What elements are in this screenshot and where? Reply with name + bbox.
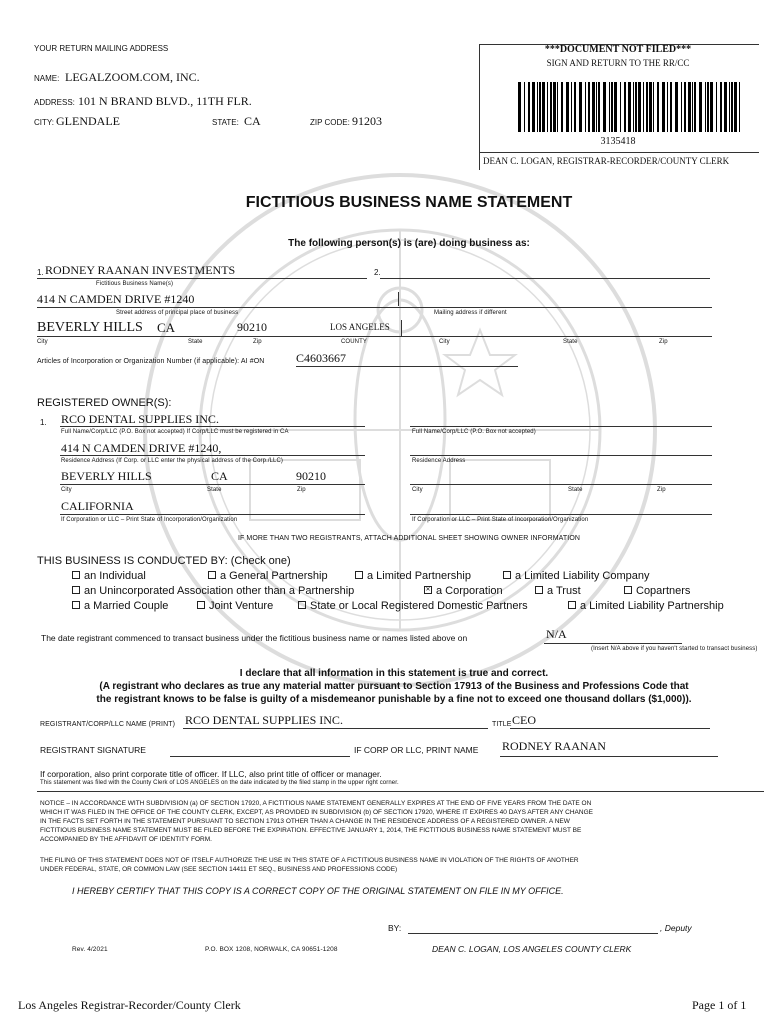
barcode-bar <box>684 82 686 132</box>
barcode-bar <box>699 82 702 132</box>
conducted-option[interactable] <box>72 600 168 612</box>
barcode-bar <box>716 82 717 132</box>
barcode-bar <box>638 82 641 132</box>
barcode-bar <box>694 82 696 132</box>
business-state: CA <box>157 320 176 335</box>
expiration-notice <box>40 799 593 844</box>
notice1-line: NOTICE – IN ACCORDANCE WITH SUBDIVISION (a) OF SECTION 17920, A FICTITIOUS NAME STATEMENT GENERALLY EXPIRES AT THE END OF FIVE YEARS FROM THE DATE ON <box>40 800 592 807</box>
owner-address: 414 N CAMDEN DRIVE #1240, <box>61 441 222 455</box>
barcode-bar <box>542 82 545 132</box>
barcode-bar <box>557 82 558 132</box>
zip-caption: Zip <box>253 339 262 345</box>
notice1-line: ACCOMPANIED BY THE AFFIDAVIT OF IDENTITY FORM. <box>40 836 212 843</box>
conducted-option[interactable] <box>72 570 146 582</box>
checkbox-icon[interactable] <box>72 601 80 609</box>
conducted-option-label: a Limited Liability Partnership <box>580 600 724 612</box>
barcode-bar <box>574 82 576 132</box>
barcode-bar <box>710 82 713 132</box>
state-caption: State <box>188 339 203 345</box>
barcode-bar <box>739 82 740 132</box>
business-street: 414 N CAMDEN DRIVE #1240 <box>37 292 195 306</box>
owner-city-caption: City <box>61 487 72 493</box>
barcode-bar <box>670 82 672 132</box>
zip-caption-2: Zip <box>659 339 668 345</box>
barcode-bar <box>643 82 644 132</box>
barcode-bar <box>657 82 659 132</box>
conducted-option-label: a Corporation <box>436 585 503 597</box>
barcode-bar <box>692 82 693 132</box>
registrant-name-value[interactable]: RCO DENTAL SUPPLIES INC. <box>185 713 343 727</box>
conducted-option[interactable] <box>197 600 273 612</box>
notice2-line: THE FILING OF THIS STATEMENT DOES NOT OF ITSELF AUTHORIZE THE USE IN THIS STATE OF A FICTITIOUS BUSINESS NAME IN VIOLATION OF THE RIGHTS OF ANOTHER <box>40 857 579 864</box>
owner-name-caption: Full Name/Corp/LLC (P.O. Box not accepted) If Corp/LLC must be registered in CA <box>61 429 289 435</box>
city-caption-2: City <box>439 339 450 345</box>
conducted-option[interactable] <box>208 570 328 582</box>
conducted-option[interactable] <box>535 585 581 597</box>
business-county: LOS ANGELES <box>330 322 390 332</box>
owners-heading: REGISTERED OWNER(S): <box>37 397 172 409</box>
barcode-bar <box>524 82 525 132</box>
more-registrants-note: IF MORE THAN TWO REGISTRANTS, ATTACH ADDITIONAL SHEET SHOWING OWNER INFORMATION <box>237 535 581 542</box>
barcode-bar <box>667 82 668 132</box>
print-name-label: IF CORP OR LLC, PRINT NAME <box>354 745 479 755</box>
barcode-bar <box>681 82 682 132</box>
page-title: FICTITIOUS BUSINESS NAME STATEMENT <box>245 194 573 211</box>
barcode-bar <box>707 82 709 132</box>
owner-address-caption-2: Residence Address <box>412 458 466 464</box>
barcode-bar <box>609 82 610 132</box>
declaration-line2: (A registrant who declares as true any material matter pursuant to Section 17913 of the Business and Professions Code that <box>99 681 689 692</box>
state-caption-2: State <box>563 339 578 345</box>
declaration-line1: I declare that all information in this statement is true and correct. <box>239 668 549 679</box>
checkbox-icon[interactable] <box>568 601 576 609</box>
owner-incorp-caption: If Corporation or LLC – Print State of Incorporation/Organization <box>61 517 238 523</box>
barcode-bar <box>561 82 563 132</box>
barcode-bar <box>720 82 722 132</box>
barcode-bar <box>528 82 530 132</box>
county-caption: COUNTY <box>341 339 367 345</box>
barcode-bar <box>731 82 733 132</box>
conducted-option[interactable] <box>424 585 503 597</box>
conducted-option-label: an Individual <box>84 570 146 582</box>
business-name-number-2: 2. <box>374 268 381 277</box>
return-zip-label: ZIP CODE: <box>310 118 350 127</box>
barcode-bar <box>729 82 730 132</box>
authorization-notice <box>40 856 579 874</box>
ai-number-value: C4603667 <box>296 351 347 365</box>
title-value[interactable]: CEO <box>512 713 536 727</box>
owner-name-caption-2: Full Name/Corp/LLC (P.O. Box not accepted) <box>412 429 536 435</box>
print-name-value[interactable]: RODNEY RAANAN <box>502 739 606 753</box>
barcode-bar <box>596 82 597 132</box>
conducted-option-label: a Trust <box>547 585 581 597</box>
barcode-bar <box>537 82 538 132</box>
conducted-option-label: Copartners <box>636 585 691 597</box>
conducted-option-label: a Married Couple <box>84 600 169 612</box>
page-subtitle: The following person(s) is (are) doing business as: <box>288 238 530 249</box>
barcode-bar <box>614 82 617 132</box>
conducted-option[interactable] <box>72 585 354 597</box>
sign-return-note: SIGN AND RETURN TO THE RR/CC <box>546 58 690 68</box>
barcode-number: 3135418 <box>600 136 636 147</box>
barcode-bar <box>592 82 595 132</box>
barcode-bar <box>603 82 606 132</box>
barcode-bar <box>550 82 552 132</box>
page-number: Page 1 of 1 <box>692 998 747 1012</box>
checkbox-icon[interactable] <box>298 601 306 609</box>
owner-address-caption: Residence Address (If Corp. or LLC enter the physical address of the Corp./LLC) <box>61 458 284 464</box>
return-zip-value: 91203 <box>352 114 382 128</box>
barcode-bar <box>566 82 569 132</box>
deputy-label: , Deputy <box>660 923 692 933</box>
return-city-value: GLENDALE <box>56 114 120 128</box>
conducted-heading: THIS BUSINESS IS CONDUCTED BY: (Check one) <box>37 555 291 567</box>
barcode-bar <box>646 82 648 132</box>
return-name-label: NAME: <box>34 74 60 83</box>
checkbox-icon[interactable] <box>72 586 80 594</box>
owner-number: 1. <box>40 418 47 427</box>
mailing-caption: Mailing address if different <box>434 310 507 316</box>
commenced-caption: (Insert N/A above if you haven't started to transact business) <box>591 646 758 652</box>
barcode-bar <box>547 82 548 132</box>
return-state-value: CA <box>244 114 261 128</box>
owner-incorp-caption-2: If Corporation or LLC – Print State of Incorporation/Organization <box>412 517 589 523</box>
barcode-bar <box>539 82 541 132</box>
revision: Rev. 4/2021 <box>72 946 108 953</box>
business-name-1: RODNEY RAANAN INVESTMENTS <box>45 263 236 277</box>
conducted-option[interactable] <box>568 600 724 612</box>
barcode-bar <box>579 82 582 132</box>
owner-city: BEVERLY HILLS <box>61 469 152 483</box>
po-box: P.O. BOX 1208, NORWALK, CA 90651-1208 <box>205 946 338 953</box>
owner-name: RCO DENTAL SUPPLIES INC. <box>61 412 219 426</box>
by-label: BY: <box>388 923 402 933</box>
barcode <box>516 82 746 134</box>
conducted-option-label: a General Partnership <box>220 570 328 582</box>
conducted-option[interactable] <box>298 600 528 612</box>
barcode-bar <box>571 82 572 132</box>
registrant-name-label: REGISTRANT/CORP/LLC NAME (PRINT) <box>40 721 176 728</box>
conducted-option[interactable] <box>355 570 471 582</box>
commenced-value[interactable]: N/A <box>546 627 567 641</box>
corp-title-note: If corporation, also print corporate title of officer. If LLC, also print title of officer or manager. <box>40 769 382 779</box>
barcode-bar <box>585 82 586 132</box>
return-city-label: CITY: <box>34 118 55 127</box>
barcode-bar <box>675 82 678 132</box>
owner-zip-caption-2: Zip <box>657 487 666 493</box>
street-caption: Street address of principal place of business <box>116 310 239 316</box>
barcode-bar <box>724 82 727 132</box>
barcode-bar <box>653 82 654 132</box>
owner-incorp-state: CALIFORNIA <box>61 499 134 513</box>
not-filed-stamp: ***DOCUMENT NOT FILED*** <box>544 44 692 55</box>
notice1-line: WHICH IT WAS FILED IN THE OFFICE OF THE COUNTY CLERK, EXCEPT, AS PROVIDED IN SUBDIVISION (b) OF SECTION 17920, WHERE IT EXPIRES 40 DAYS AFTER ANY CHANGE <box>40 809 593 816</box>
checkbox-icon[interactable] <box>503 571 511 579</box>
conducted-option-label: State or Local Registered Domestic Partners <box>310 600 528 612</box>
return-address-value: 101 N BRAND BLVD., 11TH FLR. <box>78 94 252 108</box>
checkbox-icon[interactable] <box>624 586 632 594</box>
business-name-caption: Fictitious Business Name(s) <box>96 281 174 287</box>
business-city: BEVERLY HILLS <box>37 320 143 335</box>
conducted-option-label: an Unincorporated Association other than a Partnership <box>84 585 355 597</box>
owner-state: CA <box>211 469 228 483</box>
owner-zip: 90210 <box>296 469 326 483</box>
signature-line[interactable] <box>170 756 350 757</box>
return-address-heading: YOUR RETURN MAILING ADDRESS <box>34 44 169 53</box>
return-state-label: STATE: <box>212 118 239 127</box>
owner-zip-caption: Zip <box>297 487 306 493</box>
deputy-signature-line[interactable] <box>408 933 658 934</box>
conducted-option-label: a Limited Liability Company <box>515 570 650 582</box>
title-label: TITLE <box>492 721 512 728</box>
barcode-bar <box>532 82 535 132</box>
checkbox-icon[interactable] <box>72 571 80 579</box>
barcode-bar <box>649 82 652 132</box>
checkbox-checked-icon[interactable]: ✕ <box>425 587 431 594</box>
barcode-bar <box>518 82 521 132</box>
filed-note: This statement was filed with the County Clerk of LOS ANGELES on the date indicated by the filed stamp in the upper right corner. <box>40 780 399 786</box>
barcode-bar <box>588 82 590 132</box>
business-zip: 90210 <box>237 320 267 334</box>
signature-label: REGISTRANT SIGNATURE <box>40 745 146 755</box>
checkbox-icon[interactable] <box>535 586 543 594</box>
barcode-bar <box>688 82 691 132</box>
barcode-bar <box>620 82 621 132</box>
ai-number-label: Articles of Incorporation or Organization Number (if applicable): AI #ON <box>37 358 265 365</box>
barcode-bar <box>705 82 706 132</box>
barcode-bar <box>734 82 737 132</box>
notice1-line: IN THE FACTS SET FORTH IN THE STATEMENT PURSUANT TO SECTION 17913 OTHER THAN A CHANGE IN THE RESIDENCE ADDRESS OF A REGISTERED OWNER. A NEW <box>40 818 570 825</box>
barcode-bar <box>598 82 600 132</box>
barcode-bar <box>635 82 637 132</box>
conducted-option-label: Joint Venture <box>209 600 274 612</box>
barcode-bar <box>624 82 626 132</box>
owner-state-caption-2: State <box>568 487 583 493</box>
business-name-number-1: 1. <box>37 268 44 277</box>
conducted-option-label: a Limited Partnership <box>367 570 471 582</box>
city-caption: City <box>37 339 48 345</box>
filing-clerk: DEAN C. LOGAN, REGISTRAR-RECORDER/COUNTY CLERK <box>483 156 730 166</box>
barcode-bar <box>662 82 665 132</box>
barcode-bar <box>628 82 631 132</box>
notice2-line: UNDER FEDERAL, STATE, OR COMMON LAW (SEE SECTION 14411 ET SEQ., BUSINESS AND PROFESSIONS CODE) <box>40 866 398 873</box>
owner-state-caption: State <box>207 487 222 493</box>
checkbox-icon[interactable] <box>355 571 363 579</box>
checkbox-icon[interactable] <box>197 601 205 609</box>
owner-city-caption-2: City <box>412 487 423 493</box>
checkbox-icon[interactable] <box>208 571 216 579</box>
conducted-option[interactable] <box>503 570 650 582</box>
return-name-value: LEGALZOOM.COM, INC. <box>65 70 200 84</box>
commenced-text: The date registrant commenced to transact business under the fictitious business name or names listed above on <box>41 633 468 643</box>
conducted-option[interactable] <box>624 585 690 597</box>
certify-statement: I HEREBY CERTIFY THAT THIS COPY IS A CORRECT COPY OF THE ORIGINAL STATEMENT ON FILE IN MY OFFICE. <box>72 886 564 896</box>
barcode-bar <box>553 82 556 132</box>
notice1-line: FICTITIOUS BUSINESS NAME STATEMENT MUST BE FILED BEFORE THE EXPIRATION. EFFECTIVE JANUARY 1, 2014, THE FICTITIOUS BUSINESS NAME STATEMENT MUST BE <box>40 827 582 834</box>
declaration-line3: the registrant knows to be false is guilty of a misdemeanor punishable by a fine not to exceed one thousand dollars ($1,000)). <box>96 694 692 705</box>
return-address-label: ADDRESS: <box>34 98 75 107</box>
footer-clerk: DEAN C. LOGAN, LOS ANGELES COUNTY CLERK <box>432 944 632 954</box>
barcode-bar <box>633 82 634 132</box>
barcode-bar <box>611 82 613 132</box>
page-footer-left: Los Angeles Registrar-Recorder/County Clerk <box>18 998 241 1012</box>
